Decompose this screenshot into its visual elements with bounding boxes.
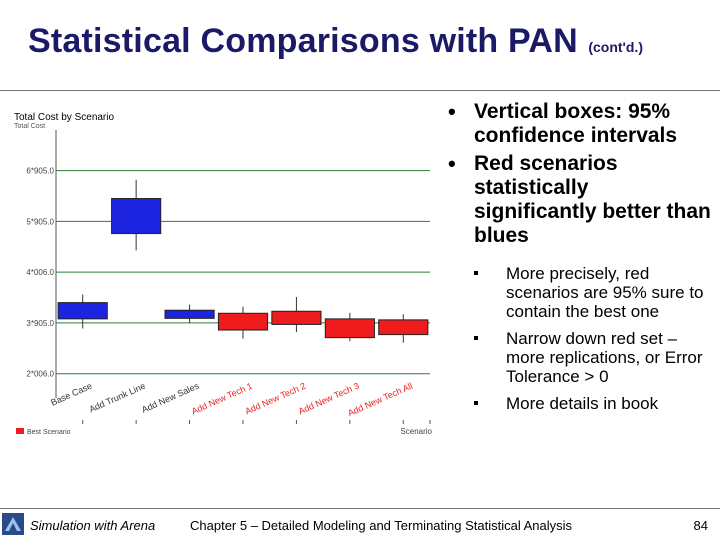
legend-label: Best Scenario: [27, 429, 71, 436]
sub-bullet-item: [472, 329, 716, 386]
y-tick-label: 5*905.0: [26, 217, 54, 227]
bullet-dot-icon: •: [448, 99, 456, 124]
box-interval: [379, 320, 428, 335]
bullet-item: [448, 152, 716, 248]
arena-logo-icon: [2, 513, 24, 535]
sub-bullet-list: [472, 264, 716, 413]
sub-bullet-item: [472, 394, 716, 413]
y-tick-label: 4*006.0: [26, 268, 54, 278]
slide-title-suffix: (cont'd.): [588, 39, 643, 55]
sub-bullet-text: Narrow down red set – more replications, or Error Tolerance > 0: [506, 329, 703, 386]
y-tick-label: 6*905.0: [26, 166, 54, 176]
square-bullet-icon: [474, 401, 478, 405]
bullet-item: [448, 100, 716, 148]
footer-course: Simulation with Arena: [30, 518, 156, 533]
sub-bullet-text: More details in book: [506, 394, 659, 413]
square-bullet-icon: [474, 271, 478, 275]
bullet-text: Vertical boxes: 95% confidence intervals: [474, 100, 678, 147]
chart-title: Total Cost by Scenario: [14, 112, 115, 123]
box-chart: [4, 104, 438, 444]
x-tick-label: Add New Tech 3: [296, 380, 361, 417]
chart-subtitle: Total Cost: [14, 123, 46, 130]
box-interval: [112, 199, 161, 234]
bullet-text: Red scenarios statistically significantly better than blues: [474, 152, 711, 247]
footer-divider: [0, 508, 720, 509]
y-tick-label: 2*006.0: [26, 369, 54, 379]
y-tick-label: 3*905.0: [26, 318, 54, 328]
slide-title: [28, 22, 718, 61]
box-interval: [165, 310, 214, 318]
box-interval: [218, 313, 267, 330]
bullet-dot-icon: •: [448, 151, 456, 176]
footer-chapter: Chapter 5 – Detailed Modeling and Terminating Statistical Analysis: [190, 518, 573, 533]
box-interval: [58, 303, 107, 319]
x-tick-label: Add New Tech All: [346, 380, 415, 419]
x-tick-label: Add New Sales: [140, 380, 201, 415]
chart-canvas: [4, 104, 438, 444]
slide-title-main: Statistical Comparisons with PAN: [28, 22, 578, 60]
page-number: 84: [693, 518, 708, 533]
title-divider: [0, 90, 720, 91]
box-interval: [325, 319, 374, 338]
x-tick-label: Add New Tech 1: [190, 380, 254, 417]
box-interval: [272, 311, 321, 324]
x-tick-label: Add New Tech 2: [243, 380, 308, 417]
x-axis-label: Scenario: [400, 427, 432, 436]
sub-bullet-item: [472, 264, 716, 321]
legend-swatch: [16, 428, 24, 434]
x-tick-label: Add Trunk Line: [87, 380, 147, 415]
x-tick-label: Base Case: [49, 380, 94, 408]
sub-bullet-text: More precisely, red scenarios are 95% sure to contain the best one: [506, 264, 704, 321]
bullet-list: [448, 100, 716, 421]
square-bullet-icon: [474, 336, 478, 340]
